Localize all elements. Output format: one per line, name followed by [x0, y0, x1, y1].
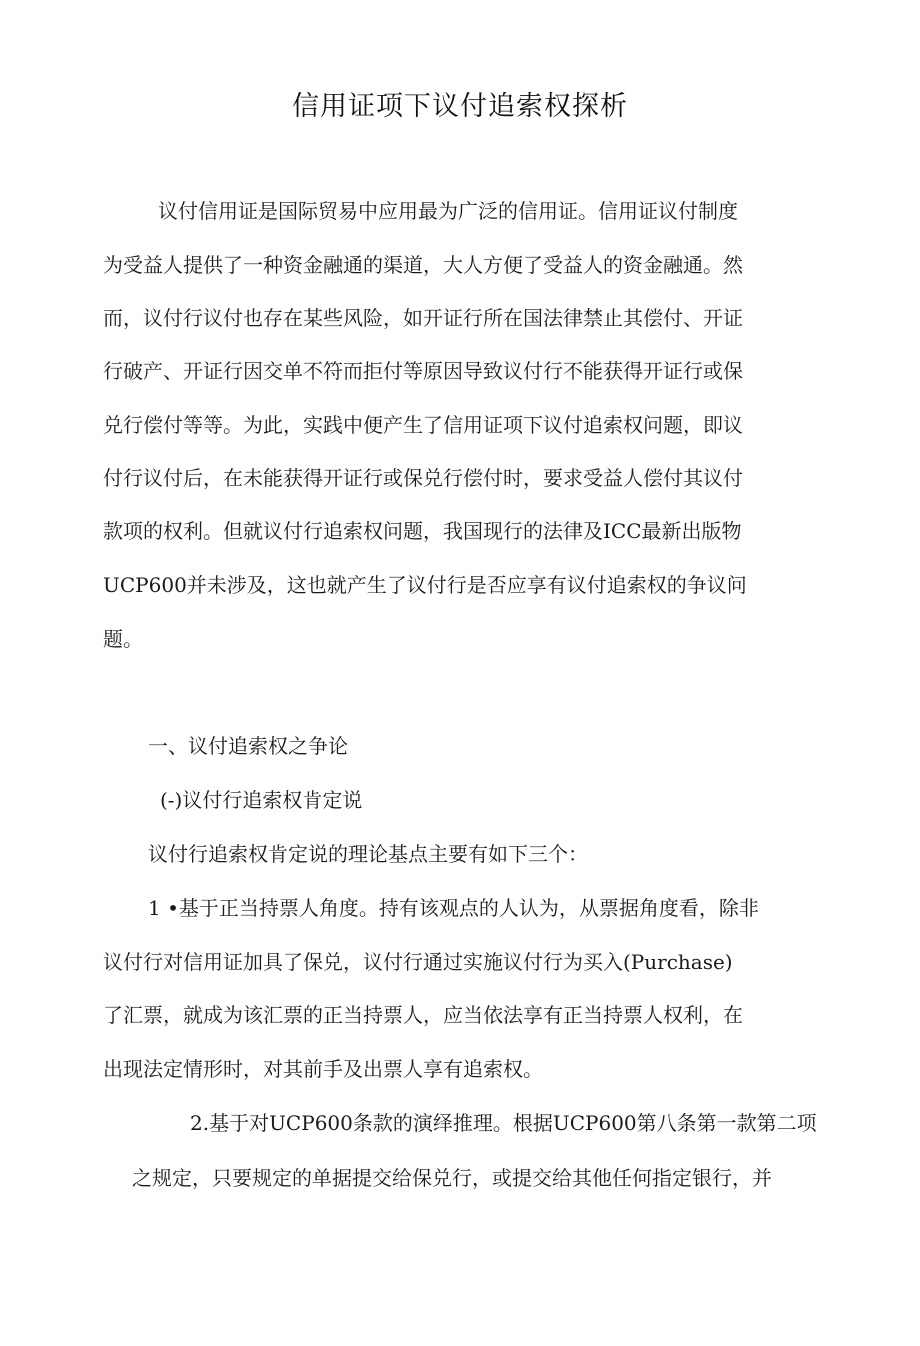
intro-line: UCP600并未涉及，这也就产生了议付行是否应享有议付追索权的争议问 — [103, 573, 747, 597]
intro-line: 题。 — [103, 627, 143, 651]
point1-line: 议付行对信用证加具了保兑，议付行通过实施议付行为买入(Purchase) — [103, 950, 733, 974]
section-heading: 一、议付追索权之争论 — [148, 734, 348, 758]
page-title: 信用证项下议付追索权探析 — [292, 91, 628, 122]
point2-line: 2.基于对UCP600条款的演绎推理。根据UCP600第八条第一款第二项 — [190, 1111, 817, 1135]
intro-line: 而，议付行议付也存在某些风险，如开证行所在国法律禁止其偿付、开证 — [103, 306, 743, 330]
section-subheading: (-)议付行追索权肯定说 — [160, 788, 363, 812]
intro-line: 行破产、开证行因交单不符而拒付等原因导致议付行不能获得开证行或保 — [103, 359, 743, 383]
intro-line: 为受益人提供了一种资金融通的渠道，大人方便了受益人的资金融通。然 — [103, 253, 743, 277]
intro-line: 款项的权利。但就议付行追索权问题，我国现行的法律及ICC最新出版物 — [103, 519, 742, 543]
point1-line: 1 •基于正当持票人角度。持有该观点的人认为，从票据角度看，除非 — [148, 896, 759, 920]
point1-line: 了汇票，就成为该汇票的正当持票人，应当依法享有正当持票人权利，在 — [103, 1003, 743, 1027]
intro-line: 兑行偿付等等。为此，实践中便产生了信用证项下议付追索权问题，即议 — [103, 413, 743, 437]
intro-line: 付行议付后，在未能获得开证行或保兑行偿付时，要求受益人偿付其议付 — [103, 466, 743, 490]
section-lead: 议付行追索权肯定说的理论基点主要有如下三个： — [148, 842, 588, 866]
point2-line: 之规定，只要规定的单据提交给保兑行，或提交给其他任何指定银行，并 — [132, 1166, 772, 1190]
intro-line: 议付信用证是国际贸易中应用最为广泛的信用证。信用证议付制度 — [158, 199, 738, 223]
point1-line: 出现法定情形时，对其前手及出票人享有追索权。 — [103, 1057, 543, 1081]
